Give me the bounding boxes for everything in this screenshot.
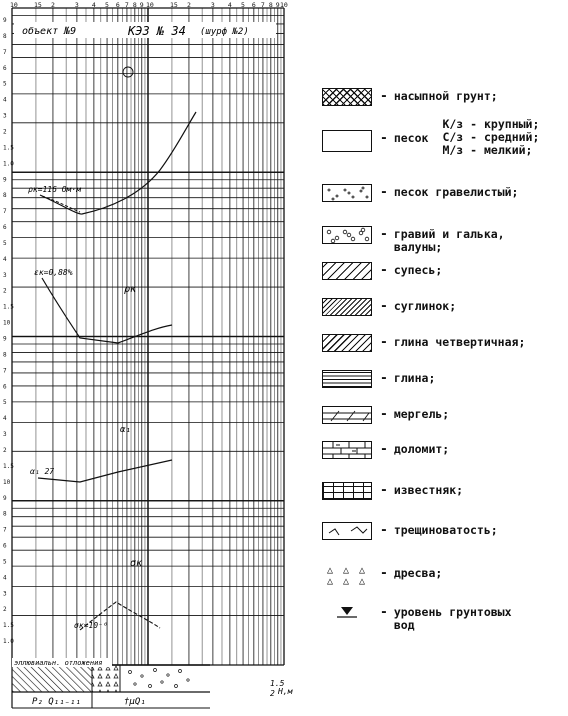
top-scale-label: 4 [91, 1, 96, 9]
pattern-swatch [322, 130, 372, 152]
legend-label: трещиноватость; [393, 523, 498, 537]
left-scale-label: 8 [3, 192, 7, 200]
legend-label: дресва; [393, 566, 443, 580]
sand-grain-sizes: К/з - крупный; С/з - средний; М/з - мелкий; [442, 117, 540, 157]
pattern-swatch [322, 334, 372, 352]
legend-item: - трещиноватость; [322, 522, 498, 540]
left-scale-label: 3 [3, 590, 7, 598]
pattern-swatch [322, 184, 372, 202]
top-scale-label: 5 [105, 1, 109, 9]
rho-label: ρк=116 Ом·м [28, 185, 81, 194]
pattern-swatch [322, 262, 372, 280]
legend-label: гравий и галька, валуны; [393, 227, 505, 254]
debris-swatch: △ △ △ △ △ △ [326, 565, 368, 587]
left-scale-label: 3 [3, 112, 7, 120]
left-scale-label: 5 [3, 239, 7, 247]
top-scale-label: 9 [275, 1, 280, 9]
legend-item: - глина четвертичная; [322, 334, 525, 352]
unit-right: †μQ₁ [124, 697, 146, 707]
top-scale-label: 4 [227, 1, 232, 9]
left-scale-label: 5 [3, 558, 7, 566]
left-scale-label: 10 [3, 319, 11, 327]
left-scale-label: 1.5 [3, 144, 14, 152]
left-scale-label: 1.0 [3, 160, 14, 168]
pattern-swatch [322, 482, 372, 500]
left-scale-label: 3 [3, 431, 7, 439]
top-scale-label: 9 [139, 1, 144, 9]
legend-item: - суглинок; [322, 298, 456, 316]
left-scale-label: 6 [3, 64, 7, 72]
legend-item: - гравий и галька, валуны; [322, 226, 505, 254]
alpha-val: α₁ 27 [30, 467, 55, 476]
left-scale-label: 9 [3, 494, 7, 502]
left-scale-label: 9 [3, 17, 7, 24]
legend-label: глина четвертичная; [393, 335, 526, 349]
left-scale-label: 8 [3, 351, 7, 359]
legend-label: песок гравелистый; [393, 185, 519, 199]
left-scale-label: 7 [3, 48, 7, 56]
top-scale-label: 8 [268, 1, 273, 9]
top-scale-label: 7 [260, 1, 265, 9]
header-pit: (шурф №2) [200, 27, 249, 37]
legend-item: △ △ △ △ △ △ - дресва; [322, 565, 442, 587]
pattern-swatch [322, 441, 372, 459]
legend-label: глина; [393, 371, 436, 385]
left-scale-label: 1.5 [3, 303, 14, 311]
legend-item: - мергель; [322, 406, 449, 424]
sigma-label: σк [130, 558, 143, 569]
left-scale-label: 4 [3, 415, 7, 423]
rho-curve-dashed [42, 196, 80, 212]
legend-label: мергель; [393, 407, 450, 421]
depth-num-2: 2 [270, 689, 275, 698]
rk-label: ρк [124, 284, 137, 295]
left-scale-label: 6 [3, 383, 7, 391]
gravel-dots [129, 669, 190, 688]
sigma-label-2: σк=10⁻⁶ [74, 621, 108, 630]
alpha-label: α₁ [120, 425, 131, 435]
pattern-swatch [322, 298, 372, 316]
left-scale-label: 7 [3, 367, 7, 375]
rho-marker [123, 67, 133, 77]
depth-unit: H,м [278, 687, 293, 696]
legend-label: супесь; [393, 263, 443, 277]
legend-label: насыпной грунт; [393, 89, 498, 103]
alpha-curve [38, 460, 172, 482]
depth-num: 1.5 [270, 679, 285, 688]
left-scale-label: 8 [3, 510, 7, 518]
eps-label: εк=0,88% [34, 268, 73, 277]
top-scale-label: 7 [124, 1, 129, 9]
left-scale-label: 6 [3, 542, 7, 550]
pattern-swatch [322, 88, 372, 106]
left-scale-label: 3 [3, 271, 7, 279]
left-scale-label: 2 [3, 446, 7, 454]
left-scale-label: 5 [3, 80, 7, 88]
legend-item: - супесь; [322, 262, 442, 280]
legend-item: - песок гравелистый; [322, 184, 518, 202]
legend-label: уровень грунтовых вод [393, 605, 512, 632]
left-scale-label: 4 [3, 574, 7, 582]
legend-label: известняк; [393, 483, 464, 497]
header-kez: КЭЗ № 34 [128, 24, 186, 38]
left-scale-label: 8 [3, 32, 7, 40]
loam-layer [12, 665, 92, 692]
top-scale-label: 2 [50, 1, 55, 9]
header-object: объект №9 [22, 26, 77, 37]
pattern-swatch [322, 522, 372, 540]
legend-label: суглинок; [393, 299, 457, 313]
pattern-swatch [322, 370, 372, 388]
pattern-swatch [322, 226, 372, 244]
left-scale-label: 1.5 [3, 462, 14, 470]
groundwater-swatch [322, 604, 372, 623]
debris-layer [92, 665, 120, 692]
top-scale-label: 10 [10, 1, 18, 9]
left-scale-label: 4 [3, 255, 7, 263]
left-scale-label: 7 [3, 526, 7, 534]
top-scale-label: 6 [251, 1, 256, 9]
left-scale-label: 6 [3, 224, 7, 232]
legend-item: - доломит; [322, 441, 449, 459]
legend-label: песок [393, 131, 429, 145]
left-scale-label: 2 [3, 128, 7, 136]
left-scale-label: 4 [3, 96, 7, 104]
left-scale-label: 10 [3, 478, 11, 486]
legend-item: - уровень грунтовых вод [322, 604, 512, 632]
unit-left: P₂ Q₁₁₋₁₁ [32, 697, 81, 707]
left-scale-label: 2 [3, 606, 7, 614]
left-scale-label: 5 [3, 399, 7, 407]
left-scale-label: 9 [3, 335, 7, 343]
top-scale-label: 15 [33, 1, 42, 9]
top-scale-label: 5 [241, 1, 245, 9]
top-scale-label: 3 [74, 1, 79, 9]
top-scale-label: 3 [210, 1, 215, 9]
top-scale-label: 6 [115, 1, 120, 9]
left-scale-label: 1.0 [3, 638, 14, 646]
top-scale-label: 2 [186, 1, 191, 9]
legend-item: - насыпной грунт; [322, 88, 498, 106]
pattern-swatch [322, 406, 372, 424]
layer-note: эллювиальн. отложения [14, 659, 103, 667]
left-scale-label: 2 [3, 287, 7, 295]
legend-item: - песок К/з - крупный; С/з - средний; М/з - мелкий; [322, 130, 539, 157]
legend-item: - известняк; [322, 482, 463, 500]
legend-item: - глина; [322, 370, 435, 388]
left-scale-label: 1.5 [3, 622, 14, 630]
legend-label: доломит; [393, 442, 450, 456]
left-scale-label: 7 [3, 208, 7, 216]
top-scale-label: 10 [146, 1, 154, 9]
top-scale-label: 15 [169, 1, 178, 9]
top-scale-label: 10 [280, 1, 288, 9]
top-scale-label: 8 [132, 1, 137, 9]
left-scale-label: 9 [3, 176, 7, 184]
